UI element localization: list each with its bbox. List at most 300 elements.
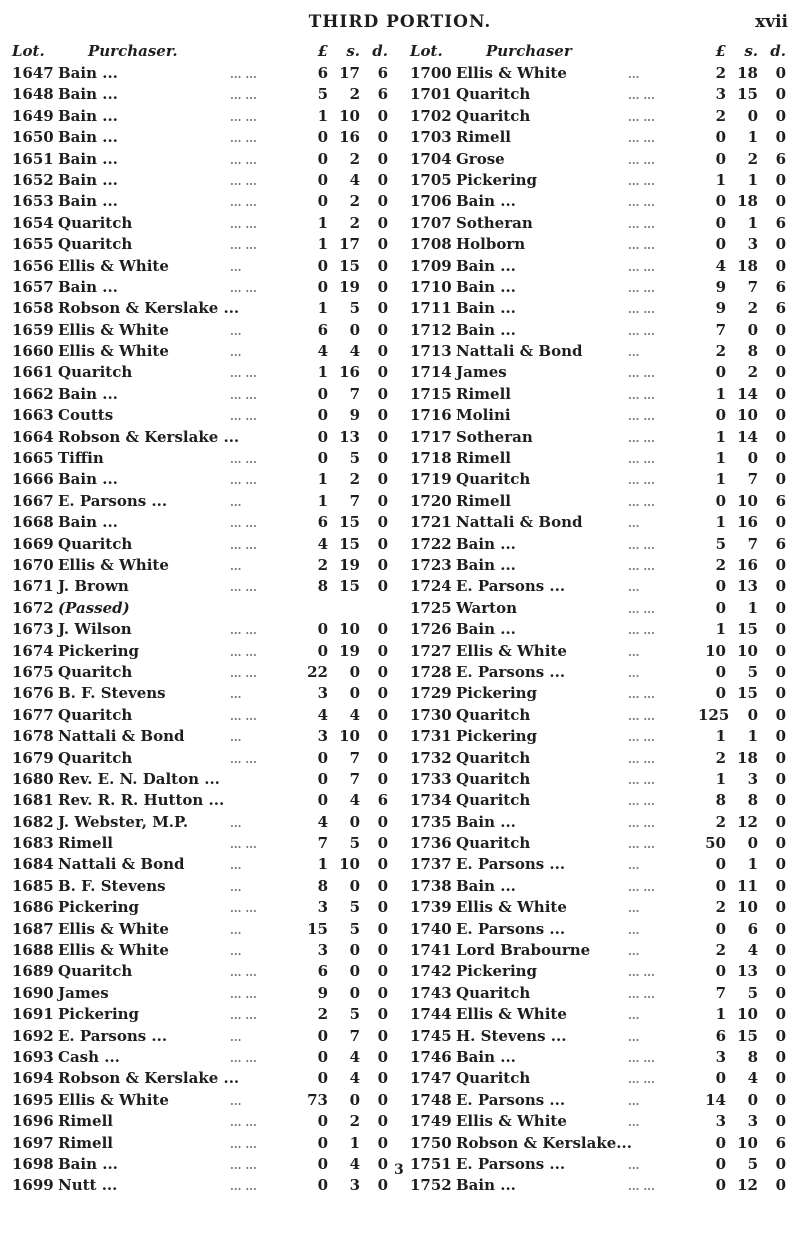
leader-dots: ... ...: [230, 1116, 257, 1130]
pounds-value: 0: [715, 1154, 726, 1173]
table-row: [10, 1067, 402, 1088]
leader-dots: ... ...: [628, 538, 655, 552]
shillings-value: 14: [737, 427, 758, 446]
lot-number: 1689: [12, 962, 54, 981]
lot-number: 1663: [12, 406, 54, 425]
leader-dots: ...: [628, 859, 640, 873]
pence-value: 6: [775, 299, 786, 318]
pounds-value: 9: [715, 277, 726, 296]
pounds-value: 0: [317, 170, 328, 189]
pence-value: 6: [775, 149, 786, 168]
purchaser-name: H. Stevens ...: [456, 1026, 567, 1045]
table-row: [408, 768, 800, 789]
pounds-value: 0: [317, 384, 328, 403]
leader-dots: ... ...: [230, 624, 257, 638]
pounds-value: 4: [317, 705, 328, 724]
lot-number: 1678: [12, 727, 54, 746]
leader-dots: ... ...: [628, 324, 655, 338]
table-row: [10, 939, 402, 960]
pence-value: 0: [775, 85, 786, 104]
leader-dots: ...: [230, 260, 242, 274]
shillings-value: 2: [747, 299, 758, 318]
pence-value: 0: [775, 427, 786, 446]
pounds-value: 0: [715, 662, 726, 681]
leader-dots: ...: [628, 581, 640, 595]
shillings-value: 7: [349, 1026, 360, 1045]
shillings-value: 7: [349, 384, 360, 403]
leader-dots: ... ...: [628, 367, 655, 381]
table-row: [408, 575, 800, 596]
pence-value: 0: [377, 128, 388, 147]
pounds-value: 0: [317, 427, 328, 446]
purchaser-name: Quaritch: [456, 834, 531, 853]
signature-mark: 3: [394, 1162, 404, 1178]
leader-dots: ... ...: [628, 495, 655, 509]
table-row: [10, 319, 402, 340]
shillings-value: 5: [747, 983, 758, 1002]
left-column-header: [10, 40, 402, 62]
leader-dots: ... ...: [628, 880, 655, 894]
lot-number: 1652: [12, 170, 54, 189]
leader-dots: ... ...: [628, 110, 655, 124]
pounds-value: 0: [317, 1026, 328, 1045]
lot-number: 1683: [12, 834, 54, 853]
pounds-value: 0: [317, 406, 328, 425]
table-row: [408, 1046, 800, 1067]
pounds-value: 1: [715, 1005, 726, 1024]
shillings-value: 5: [349, 449, 360, 468]
pence-value: 0: [377, 277, 388, 296]
lot-number: 1680: [12, 769, 54, 788]
pence-value: 0: [377, 449, 388, 468]
right-rows: [408, 62, 800, 1196]
purchaser-name: Bain ...: [58, 85, 118, 104]
shillings-value: 11: [737, 876, 758, 895]
shillings-value: 18: [737, 64, 758, 82]
pence-value: 0: [377, 684, 388, 703]
lot-number: 1705: [410, 170, 452, 189]
shillings-value: 0: [349, 662, 360, 681]
leader-dots: ...: [628, 902, 640, 916]
pounds-value: 4: [317, 342, 328, 361]
table-row: [10, 255, 402, 276]
pence-value: 0: [775, 513, 786, 532]
shillings-value: 10: [339, 855, 360, 874]
lot-number: 1656: [12, 256, 54, 275]
purchaser-name: Nutt ...: [58, 1176, 118, 1195]
purchaser-name: Bain ...: [456, 1047, 516, 1066]
lot-number: 1686: [12, 898, 54, 917]
pence-value: 0: [775, 705, 786, 724]
purchaser-name: Bain ...: [456, 320, 516, 339]
shillings-value: 15: [737, 1026, 758, 1045]
lot-number: 1682: [12, 812, 54, 831]
purchaser-name: James: [58, 983, 109, 1002]
lot-number: 1749: [410, 1112, 452, 1131]
leader-dots: ... ...: [230, 517, 257, 531]
leader-dots: ...: [230, 559, 242, 573]
left-column: [10, 40, 402, 1196]
lot-number: 1681: [12, 791, 54, 810]
table-row: [10, 554, 402, 575]
shillings-value: 16: [737, 513, 758, 532]
pence-value: 0: [775, 555, 786, 574]
leader-dots: ...: [230, 1094, 242, 1108]
purchaser-name: Molini: [456, 406, 511, 425]
purchaser-name: Ellis & White: [58, 256, 169, 275]
leader-dots: ... ...: [230, 645, 257, 659]
pence-value: 0: [377, 192, 388, 211]
leader-dots: ... ...: [628, 431, 655, 445]
pounds-value: 1: [317, 491, 328, 510]
pence-value: 0: [775, 449, 786, 468]
shillings-value: 10: [737, 1005, 758, 1024]
pounds-value: 6: [317, 320, 328, 339]
pence-value: 0: [377, 149, 388, 168]
purchaser-name: Quaritch: [456, 85, 531, 104]
purchaser-name: Rimell: [456, 384, 511, 403]
table-row: [408, 853, 800, 874]
shillings-value: 2: [349, 213, 360, 232]
table-row: [10, 597, 402, 618]
table-row: [10, 490, 402, 511]
purchaser-name: Quaritch: [58, 534, 133, 553]
lot-number: 1648: [12, 85, 54, 104]
purchaser-name: Rimell: [456, 449, 511, 468]
leader-dots: ... ...: [628, 196, 655, 210]
pence-value: 0: [377, 170, 388, 189]
purchaser-name: Robson & Kerslake ...: [58, 427, 240, 446]
lot-number: 1710: [410, 277, 452, 296]
lot-header: Lot.: [12, 42, 45, 60]
leader-dots: ... ...: [628, 453, 655, 467]
pence-value: 6: [775, 277, 786, 296]
pence-value: 0: [775, 662, 786, 681]
pence-value: 0: [377, 769, 388, 788]
pence-value: 0: [377, 641, 388, 660]
pence-value: 0: [377, 1176, 388, 1195]
shillings-value: 2: [747, 363, 758, 382]
lot-number: 1728: [410, 662, 452, 681]
lot-number: 1691: [12, 1005, 54, 1024]
pence-value: 0: [775, 1176, 786, 1195]
leader-dots: ... ...: [628, 410, 655, 424]
table-row: [10, 768, 402, 789]
lot-number: 1734: [410, 791, 452, 810]
lot-number: 1668: [12, 513, 54, 532]
shillings-value: 0: [349, 320, 360, 339]
pounds-value: 0: [715, 363, 726, 382]
lot-number: 1707: [410, 213, 452, 232]
shillings-value: 5: [349, 1005, 360, 1024]
purchaser-name: Ellis & White: [456, 1005, 567, 1024]
leader-dots: ... ...: [628, 1051, 655, 1065]
pence-value: 0: [377, 577, 388, 596]
pounds-value: 1: [317, 470, 328, 489]
right-column-header: [408, 40, 800, 62]
table-row: [408, 661, 800, 682]
table-row: [10, 640, 402, 661]
shillings-value: 2: [349, 149, 360, 168]
leader-dots: ... ...: [628, 474, 655, 488]
leader-dots: ... ...: [230, 1137, 257, 1151]
leader-dots: ... ...: [628, 1073, 655, 1087]
table-row: [10, 511, 402, 532]
purchaser-name: Nattali & Bond: [58, 855, 185, 874]
purchaser-name: Bain ...: [58, 170, 118, 189]
pounds-value: 0: [715, 855, 726, 874]
purchaser-name: Quaritch: [58, 363, 133, 382]
pounds-value: 0: [715, 962, 726, 981]
leader-dots: ...: [230, 324, 242, 338]
shillings-value: 6: [747, 919, 758, 938]
lot-number: 1675: [12, 662, 54, 681]
lot-number: 1720: [410, 491, 452, 510]
pounds-value: 0: [317, 1047, 328, 1066]
purchaser-name: Cash ...: [58, 1047, 120, 1066]
purchaser-name: Quaritch: [58, 748, 133, 767]
pence-value: 0: [775, 1154, 786, 1173]
pounds-value: 0: [715, 149, 726, 168]
pence-value: 0: [775, 962, 786, 981]
pounds-value: 2: [715, 106, 726, 125]
shillings-value: 10: [339, 620, 360, 639]
pence-value: 0: [775, 128, 786, 147]
pounds-value: 1: [715, 384, 726, 403]
lot-number: 1727: [410, 641, 452, 660]
purchaser-name: Nattali & Bond: [58, 727, 185, 746]
pence-value: 0: [377, 620, 388, 639]
pence-value: 0: [775, 1112, 786, 1131]
pounds-value: 1: [715, 470, 726, 489]
shillings-value: 1: [747, 727, 758, 746]
table-row: [408, 789, 800, 810]
pence-value: 0: [775, 256, 786, 275]
table-row: [408, 297, 800, 318]
lot-number: 1694: [12, 1069, 54, 1088]
pounds-value: 0: [715, 1176, 726, 1195]
shillings-value: 7: [747, 470, 758, 489]
pounds-value: 1: [715, 170, 726, 189]
purchaser-name: Ellis & White: [456, 64, 567, 82]
leader-dots: ... ...: [230, 1158, 257, 1172]
lot-number: 1667: [12, 491, 54, 510]
pence-value: 0: [377, 106, 388, 125]
shillings-value: 10: [737, 898, 758, 917]
lot-number: 1736: [410, 834, 452, 853]
pounds-value: 2: [715, 748, 726, 767]
pence-value: 0: [377, 342, 388, 361]
lot-number: 1722: [410, 534, 452, 553]
shillings-value: 16: [339, 363, 360, 382]
purchaser-name: Bain ...: [456, 256, 516, 275]
pounds-value: 3: [715, 85, 726, 104]
shillings-value: 4: [349, 791, 360, 810]
leader-dots: ...: [628, 1009, 640, 1023]
table-row: [10, 468, 402, 489]
lot-number: 1744: [410, 1005, 452, 1024]
shillings-value: 4: [349, 1154, 360, 1173]
leader-dots: ... ...: [628, 966, 655, 980]
pounds-value: 73: [307, 1090, 328, 1109]
table-row: [10, 1025, 402, 1046]
leader-dots: ... ...: [628, 89, 655, 103]
pounds-value: 5: [715, 534, 726, 553]
purchaser-name: Quaritch: [456, 1069, 531, 1088]
table-row: [10, 982, 402, 1003]
shillings-value: 3: [747, 769, 758, 788]
lot-number: 1696: [12, 1112, 54, 1131]
table-row: [10, 169, 402, 190]
pounds-value: 0: [317, 1069, 328, 1088]
table-row: [10, 1153, 402, 1174]
pounds-value: 14: [705, 1090, 726, 1109]
purchaser-name: Quaritch: [456, 106, 531, 125]
shillings-value: 15: [737, 620, 758, 639]
pounds-value: 3: [317, 684, 328, 703]
shillings-value: 18: [737, 256, 758, 275]
pence-value: 0: [775, 342, 786, 361]
purchaser-name: Ellis & White: [58, 941, 169, 960]
table-row: [10, 190, 402, 211]
leader-dots: ...: [230, 923, 242, 937]
table-row: [408, 533, 800, 554]
shillings-value: 5: [349, 898, 360, 917]
lot-number: 1717: [410, 427, 452, 446]
purchaser-name: Lord Brabourne: [456, 941, 591, 960]
lot-number: 1709: [410, 256, 452, 275]
lot-number: 1665: [12, 449, 54, 468]
table-row: [10, 62, 402, 83]
table-row: [10, 661, 402, 682]
lot-number: 1713: [410, 342, 452, 361]
lot-number: 1733: [410, 769, 452, 788]
lot-number: 1745: [410, 1026, 452, 1045]
page-title: THIRD PORTION.: [308, 12, 492, 32]
table-row: [408, 704, 800, 725]
pounds-value: 2: [715, 812, 726, 831]
purchaser-name: Rimell: [58, 1133, 113, 1152]
leader-dots: ...: [628, 923, 640, 937]
pounds-value: 4: [317, 534, 328, 553]
pence-value: 0: [377, 427, 388, 446]
lot-number: 1662: [12, 384, 54, 403]
purchaser-name: Pickering: [456, 962, 538, 981]
table-row: [408, 1025, 800, 1046]
pence-value: 0: [775, 598, 786, 617]
leader-dots: ...: [628, 517, 640, 531]
pounds-value: 8: [317, 876, 328, 895]
table-row: [10, 447, 402, 468]
leader-dots: ... ...: [628, 132, 655, 146]
pounds-value: 7: [715, 320, 726, 339]
pounds-value: 6: [715, 1026, 726, 1045]
pence-value: 0: [775, 170, 786, 189]
pence-value: 0: [775, 1069, 786, 1088]
leader-dots: ...: [230, 346, 242, 360]
table-row: [10, 426, 402, 447]
pence-value: 0: [775, 769, 786, 788]
pounds-value: 1: [317, 106, 328, 125]
table-row: [408, 383, 800, 404]
lot-number: 1752: [410, 1176, 452, 1195]
lot-number: 1735: [410, 812, 452, 831]
purchaser-name: (Passed): [58, 598, 130, 617]
pence-value: 0: [775, 812, 786, 831]
pounds-value: 0: [715, 406, 726, 425]
purchaser-name: Quaritch: [456, 748, 531, 767]
pence-value: 6: [377, 791, 388, 810]
table-row: [408, 982, 800, 1003]
pence-value: 6: [377, 64, 388, 82]
pounds-value: 0: [317, 192, 328, 211]
pence-value: 0: [775, 941, 786, 960]
pence-value: 0: [377, 384, 388, 403]
leader-dots: ... ...: [628, 624, 655, 638]
pounds-value: 8: [317, 577, 328, 596]
purchaser-name: J. Wilson: [58, 620, 132, 639]
shillings-value: 7: [349, 491, 360, 510]
lot-number: 1740: [410, 919, 452, 938]
pounds-value: 1: [715, 427, 726, 446]
pounds-value: 1: [715, 727, 726, 746]
table-row: [408, 126, 800, 147]
pounds-value: 1: [715, 449, 726, 468]
pence-header: d.: [770, 42, 786, 60]
leader-dots: ... ...: [230, 1180, 257, 1194]
purchaser-name: Quaritch: [58, 962, 133, 981]
purchaser-name: Bain ...: [58, 1154, 118, 1173]
table-row: [10, 682, 402, 703]
leader-dots: ... ...: [230, 1009, 257, 1023]
leader-dots: ... ...: [230, 153, 257, 167]
purchaser-name: Grose: [456, 149, 505, 168]
pounds-value: 0: [715, 1133, 726, 1152]
lot-number: 1701: [410, 85, 452, 104]
leader-dots: ... ...: [230, 453, 257, 467]
purchaser-name: Pickering: [58, 641, 140, 660]
lot-number: 1692: [12, 1026, 54, 1045]
pence-value: 0: [775, 834, 786, 853]
table-row: [408, 105, 800, 126]
table-row: [408, 490, 800, 511]
pounds-value: 125: [698, 705, 730, 724]
table-row: [408, 83, 800, 104]
lot-number: 1684: [12, 855, 54, 874]
purchaser-name: Pickering: [456, 170, 538, 189]
leader-dots: ...: [230, 495, 242, 509]
leader-dots: ... ...: [628, 987, 655, 1001]
purchaser-name: James: [456, 363, 507, 382]
pounds-value: 0: [317, 277, 328, 296]
purchaser-name: Sotheran: [456, 213, 533, 232]
shillings-value: 0: [747, 834, 758, 853]
table-row: [408, 468, 800, 489]
table-row: [408, 832, 800, 853]
shillings-value: 2: [747, 149, 758, 168]
pounds-value: 0: [715, 598, 726, 617]
shillings-value: 10: [737, 1133, 758, 1152]
table-row: [10, 126, 402, 147]
lot-number: 1679: [12, 748, 54, 767]
table-row: [408, 255, 800, 276]
shillings-value: 3: [747, 1112, 758, 1131]
shillings-value: 10: [737, 641, 758, 660]
purchaser-name: Ellis & White: [58, 1090, 169, 1109]
purchaser-name: Robson & Kerslake ...: [58, 299, 240, 318]
purchaser-name: Ellis & White: [58, 555, 169, 574]
shillings-value: 1: [747, 855, 758, 874]
